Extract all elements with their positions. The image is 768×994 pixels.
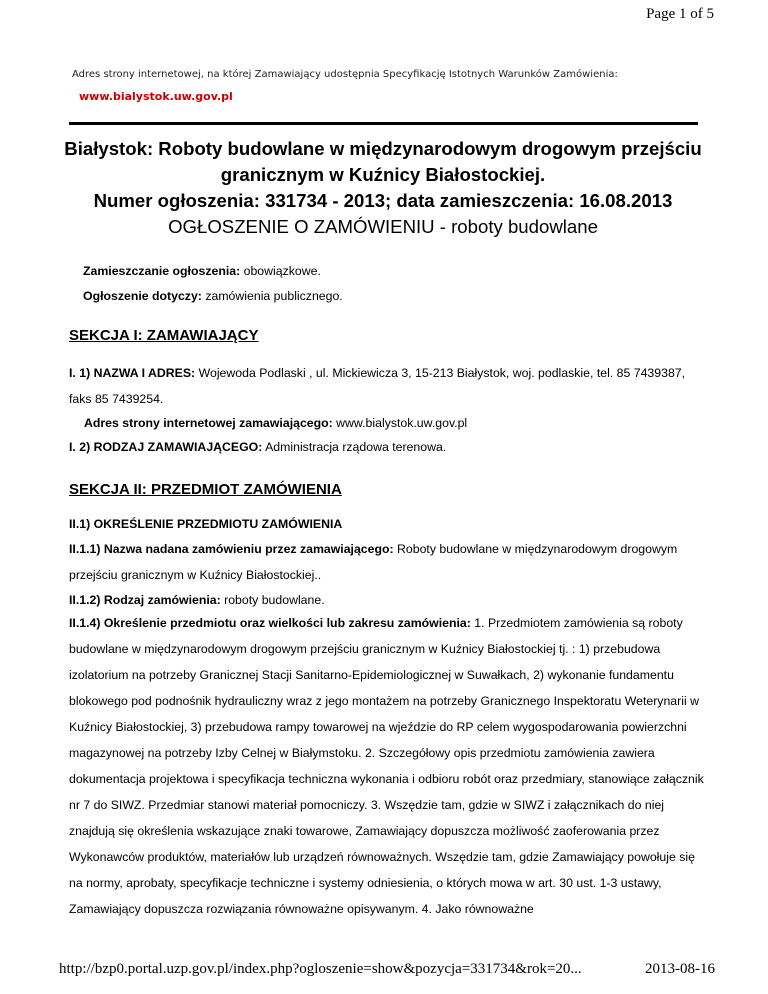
contract-scope-label: II.1.4) Określenie przedmiotu oraz wielkości lub zakresu zamówienia:: [69, 616, 471, 630]
concerns-label: Ogłoszenie dotyczy:: [83, 289, 202, 303]
contract-kind-row: [69, 592, 325, 608]
page-number: Page 1 of 5: [646, 6, 714, 22]
section-2-subheading: [69, 516, 342, 532]
authority-type-value: Administracja rządowa terenowa.: [265, 440, 447, 454]
website-row: [84, 415, 467, 431]
section-1-name-address: [69, 360, 705, 412]
posting-value: obowiązkowe.: [243, 264, 321, 278]
concerns-row: [83, 288, 343, 304]
authority-type-label: I. 2) RODZAJ ZAMAWIAJĄCEGO:: [69, 440, 263, 454]
website-label: Adres strony internetowej zamawiającego:: [84, 416, 333, 430]
contract-name-value: Roboty budowlane w międzynarodowym drogowym przejściu granicznym w Kuźnicy Białostockiej..: [69, 542, 678, 582]
posting-label: Zamieszczanie ogłoszenia:: [83, 264, 241, 278]
website-value: www.bialystok.uw.gov.pl: [336, 416, 468, 430]
subject-definition-label: II.1) OKREŚLENIE PRZEDMIOTU ZAMÓWIENIA: [69, 517, 343, 531]
notice-title-text: Białystok: Roboty budowlane w międzynarodowym drogowym przejściu granicznym w Kuźnicy Białostockiej.: [64, 138, 702, 185]
section-1-heading: SEKCJA I: ZAMAWIAJĄCY: [69, 327, 259, 344]
name-address-label: I. 1) NAZWA I ADRES:: [69, 366, 196, 380]
concerns-value: zamówienia publicznego.: [205, 289, 343, 303]
authority-type-row: [69, 439, 446, 455]
header-divider: [69, 122, 698, 125]
contract-kind-label: II.1.2) Rodzaj zamówienia:: [69, 593, 221, 607]
siwz-site-link[interactable]: www.bialystok.uw.gov.pl: [79, 90, 233, 103]
footer-date: 2013-08-16: [645, 961, 715, 977]
notice-subtitle: OGŁOSZENIE O ZAMÓWIENIU - roboty budowlane: [168, 216, 598, 237]
footer-url: http://bzp0.portal.uzp.gov.pl/index.php?ogloszenie=show&pozycja=331734&rok=20...: [59, 961, 582, 977]
notice-number-line: Numer ogłoszenia: 331734 - 2013; data zamieszczenia: 16.08.2013: [93, 190, 673, 211]
contract-name-row: [69, 536, 705, 588]
notice-title: [60, 136, 706, 214]
section-2-heading: SEKCJA II: PRZEDMIOT ZAMÓWIENIA: [69, 481, 342, 498]
contract-scope-row: [69, 610, 705, 922]
posting-row: [83, 263, 321, 279]
contract-name-label: II.1.1) Nazwa nadana zamówieniu przez zamawiającego:: [69, 542, 394, 556]
intro-text: Adres strony internetowej, na której Zamawiający udostępnia Specyfikację Istotnych Warunków Zamówienia:: [72, 69, 618, 80]
contract-scope-value: 1. Przedmiotem zamówienia są roboty budowlane w międzynarodowym drogowym przejściu granicznym w Kuźnicy Białostockiej tj. : 1) przebudowa izolatorium na potrzeby Granicznej Stacji Sanitarno-Epidemiologicznej w Suwałkach, 2) wykonanie fundamentu blokowego pod podnośnik hydrauliczny wraz z jego montażem na potrzeby Granicznego Inspektoratu Weterynarii w Kuźnicy Białostockiej, 3) przebudowa rampy towarowej na wjeździe do RP celem wygospodarowania powierzchni magazynowej na potrzeby Izby Celnej w Białymstoku. 2. Szczegółowy opis przedmiotu zamówienia zawiera dokumentacja projektowa i specyfikacja techniczna wykonania i odbioru robót oraz przedmiary, stanowiące załącznik nr 7 do SIWZ. Przedmiar stanowi materiał pomocniczy. 3. Wszędzie tam, gdzie w SIWZ i załącznikach do niej znajdują się określenia wskazujące znaki towarowe, Zamawiający dopuszcza możliwość zaoferowania przez Wykonawców produktów, materiałów lub urządzeń równoważnych. Wszędzie tam, gdzie Zamawiający powołuje się na normy, aprobaty, specyfikacje techniczne i systemy odniesienia, o których mowa w art. 30 ust. 1-3 ustawy, Zamawiający dopuszcza rozwiązania równoważne opisywanym. 4. Jako równoważne: [69, 616, 704, 916]
contract-kind-value: roboty budowlane.: [224, 593, 325, 607]
name-address-value: Wojewoda Podlaski , ul. Mickiewicza 3, 15-213 Białystok, woj. podlaskie, tel. 85 7439387, faks 85 7439254.: [69, 366, 686, 406]
